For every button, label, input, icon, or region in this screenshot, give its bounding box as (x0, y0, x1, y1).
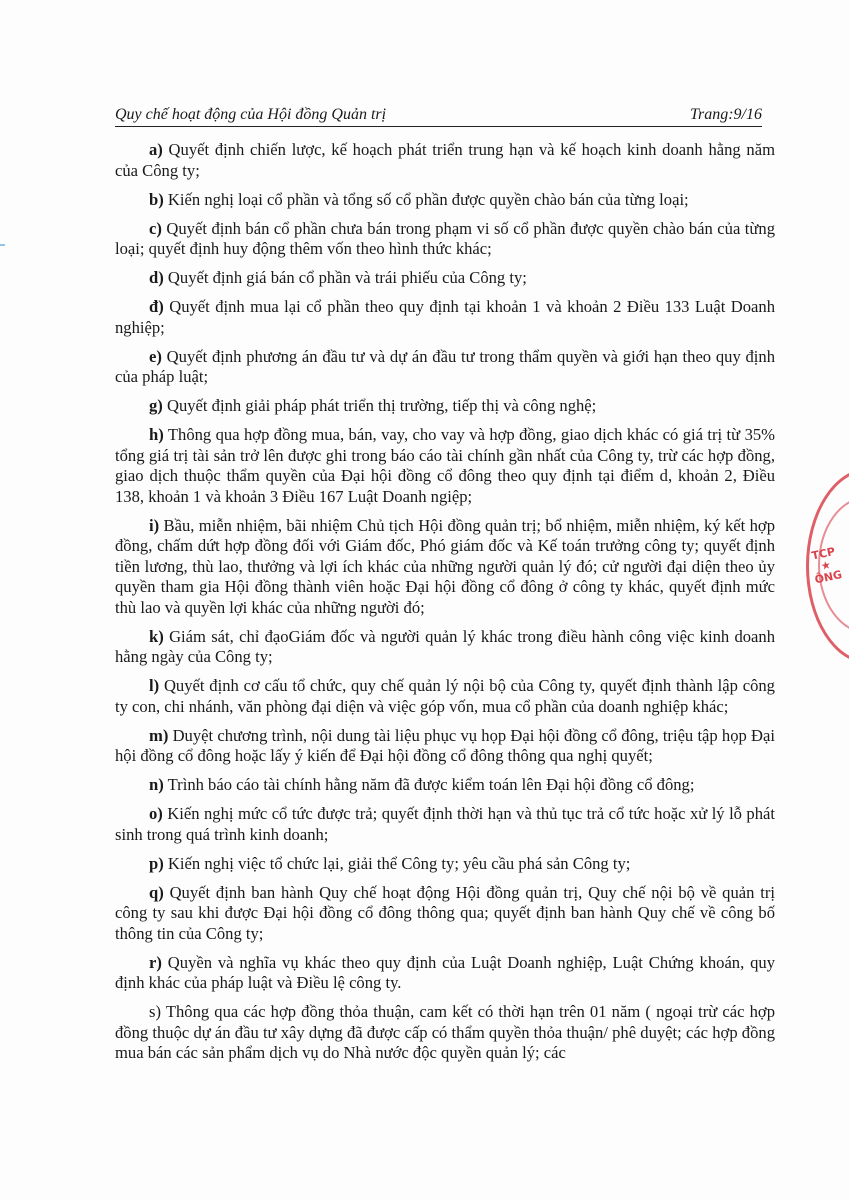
clause-letter: g) (149, 396, 163, 415)
clause-text: Quyết định phương án đầu tư và dự án đầu tư trong thẩm quyền và giới hạn theo quy định của pháp luật; (115, 346, 775, 386)
clause-text: Quyết định giá bán cổ phần và trái phiếu của Công ty; (167, 268, 527, 287)
clause-o (115, 804, 775, 845)
clause-text: Quyết định ban hành Quy chế hoạt động Hội đồng quản trị, Quy chế nội bộ về quản trị công ty sau khi được Đại hội đồng cổ đông thông qua; quyết định ban hành Quy chế về công bố thông tin của Công ty; (115, 882, 775, 943)
clause-letter: d) (149, 268, 164, 287)
clause-text: Quyết định bán cổ phần chưa bán trong phạm vi số cổ phần được quyền chào bán của từng loại; quyết định huy động thêm vốn theo hình thức khác; (115, 218, 776, 258)
clause-text: Quyết định cơ cấu tổ chức, quy chế quản lý nội bộ của Công ty, quyết định thành lập công ty con, chi nhánh, văn phòng đại diện và việc góp vốn, mua cổ phần của doanh nghiệp khác; (115, 676, 775, 716)
clause-letter: p) (149, 853, 164, 873)
clause-text: Kiến nghị mức cổ tức được trả; quyết định thời hạn và thủ tục trả cổ tức hoặc xử lý lỗ phát sinh trong quá trình kinh doanh; (115, 804, 775, 844)
clause-letter: l) (149, 676, 160, 695)
clause-p (115, 854, 775, 875)
document-title: Quy chế hoạt động của Hội đồng Quản trị (115, 106, 387, 123)
clause-n (115, 775, 775, 796)
clause-text: Bầu, miễn nhiệm, bãi nhiệm Chủ tịch Hội đồng quản trị; bổ nhiệm, miễn nhiệm, ký kết hợp đồng, chấm dứt hợp đồng đối với Giám đốc, Phó giám đốc và Kế toán trưởng công ty; quyết định tiền lương, thù lao, thưởng và lợi ích khác của những người quản lý đó; cử người đại diện theo ủy quyền tham gia Hội đồng thành viên hoặc Đại hội đồng cổ đông ở công ty khác, quyết định mức thù lao và quyền lợi khác của những người đó; (115, 515, 775, 617)
clause-letter: n) (149, 775, 164, 794)
clause-d (115, 268, 775, 289)
clause-m (115, 726, 775, 767)
clause-text: Giám sát, chỉ đạoGiám đốc và người quản lý khác trong điều hành công việc kinh doanh hằng ngày của Công ty; (115, 626, 775, 666)
clause-r (115, 953, 775, 994)
margin-mark (0, 244, 5, 246)
clause-text: Kiến nghị việc tổ chức lại, giải thể Công ty; yêu cầu phá sản Công ty; (167, 853, 631, 873)
company-seal-text: TCP ★ ÔNG (810, 544, 844, 587)
clause-text: Quyết định giải pháp phát triển thị trường, tiếp thị và công nghệ; (166, 396, 597, 415)
clause-c (115, 219, 775, 260)
clause-letter: c) (149, 218, 162, 238)
clause-text: s) Thông qua các hợp đồng thỏa thuận, cam kết có thời hạn trên 01 năm ( ngoại trừ các hợp đồng thuộc dự án đầu tư xây dựng đã được cấp có thẩm quyền thỏa thuận/ phê duyệt; các hợp đồng mua bán các sản phẩm dịch vụ do Nhà nước độc quyền quản lý; các (115, 1002, 775, 1062)
clause-text: Quyền và nghĩa vụ khác theo quy định của Luật Doanh nghiệp, Luật Chứng khoán, quy định khác của pháp luật và Điều lệ công ty. (115, 952, 775, 992)
clause-letter: đ) (149, 297, 164, 316)
clause-letter: a) (149, 140, 163, 159)
clause-i (115, 516, 775, 619)
document-body (115, 140, 775, 1072)
clause-k (115, 627, 775, 668)
clause-letter: o) (149, 804, 163, 823)
clause-letter: q) (149, 882, 164, 902)
clause-text: Trình báo cáo tài chính hằng năm đã được kiểm toán lên Đại hội đồng cổ đông; (167, 775, 695, 794)
clause-letter: h) (149, 425, 164, 444)
clause-letter: k) (149, 626, 164, 646)
clause-text: Thông qua hợp đồng mua, bán, vay, cho vay và hợp đồng, giao dịch khác có giá trị từ 35% tổng giá trị tài sản trở lên được ghi trong báo cáo tài chính gần nhất của Công ty, trừ các hợp đồng, giao dịch thuộc thẩm quyền của Đại hội đồng cổ đông theo quy định tại điểm d, khoản 2, Điều 138, khoản 1 và khoản 3 Điều 167 Luật Doanh ngiệp; (115, 425, 775, 506)
clause-h (115, 425, 775, 507)
clause-text: Kiến nghị loại cổ phần và tổng số cổ phần được quyền chào bán của từng loại; (167, 189, 689, 209)
clause-g (115, 396, 775, 417)
page-number: Trang:9/16 (689, 106, 762, 123)
clause-b (115, 190, 775, 211)
clause-letter: e) (149, 346, 162, 366)
clause-text: Quyết định chiến lược, kế hoạch phát triển trung hạn và kế hoạch kinh doanh hằng năm của Công ty; (115, 140, 775, 180)
clause-letter: b) (149, 189, 164, 209)
clause-e (115, 347, 775, 388)
clause-letter: m) (149, 725, 169, 745)
clause-text: Quyết định mua lại cổ phần theo quy định tại khoản 1 và khoản 2 Điều 133 Luật Doanh nghiệp; (115, 297, 776, 337)
clause-a (115, 140, 775, 181)
clause-letter: i) (149, 515, 160, 535)
clause-dd (115, 297, 775, 338)
clause-l (115, 676, 775, 717)
clause-s (115, 1002, 775, 1064)
clause-letter: r) (149, 952, 162, 972)
page-header (115, 104, 762, 127)
clause-q (115, 883, 775, 945)
clause-text: Duyệt chương trình, nội dung tài liệu phục vụ họp Đại hội đồng cổ đông, triệu tập họp Đại hội đồng cổ đông hoặc lấy ý kiến để Đại hội đồng cổ đông thông qua nghị quyết; (115, 725, 775, 765)
